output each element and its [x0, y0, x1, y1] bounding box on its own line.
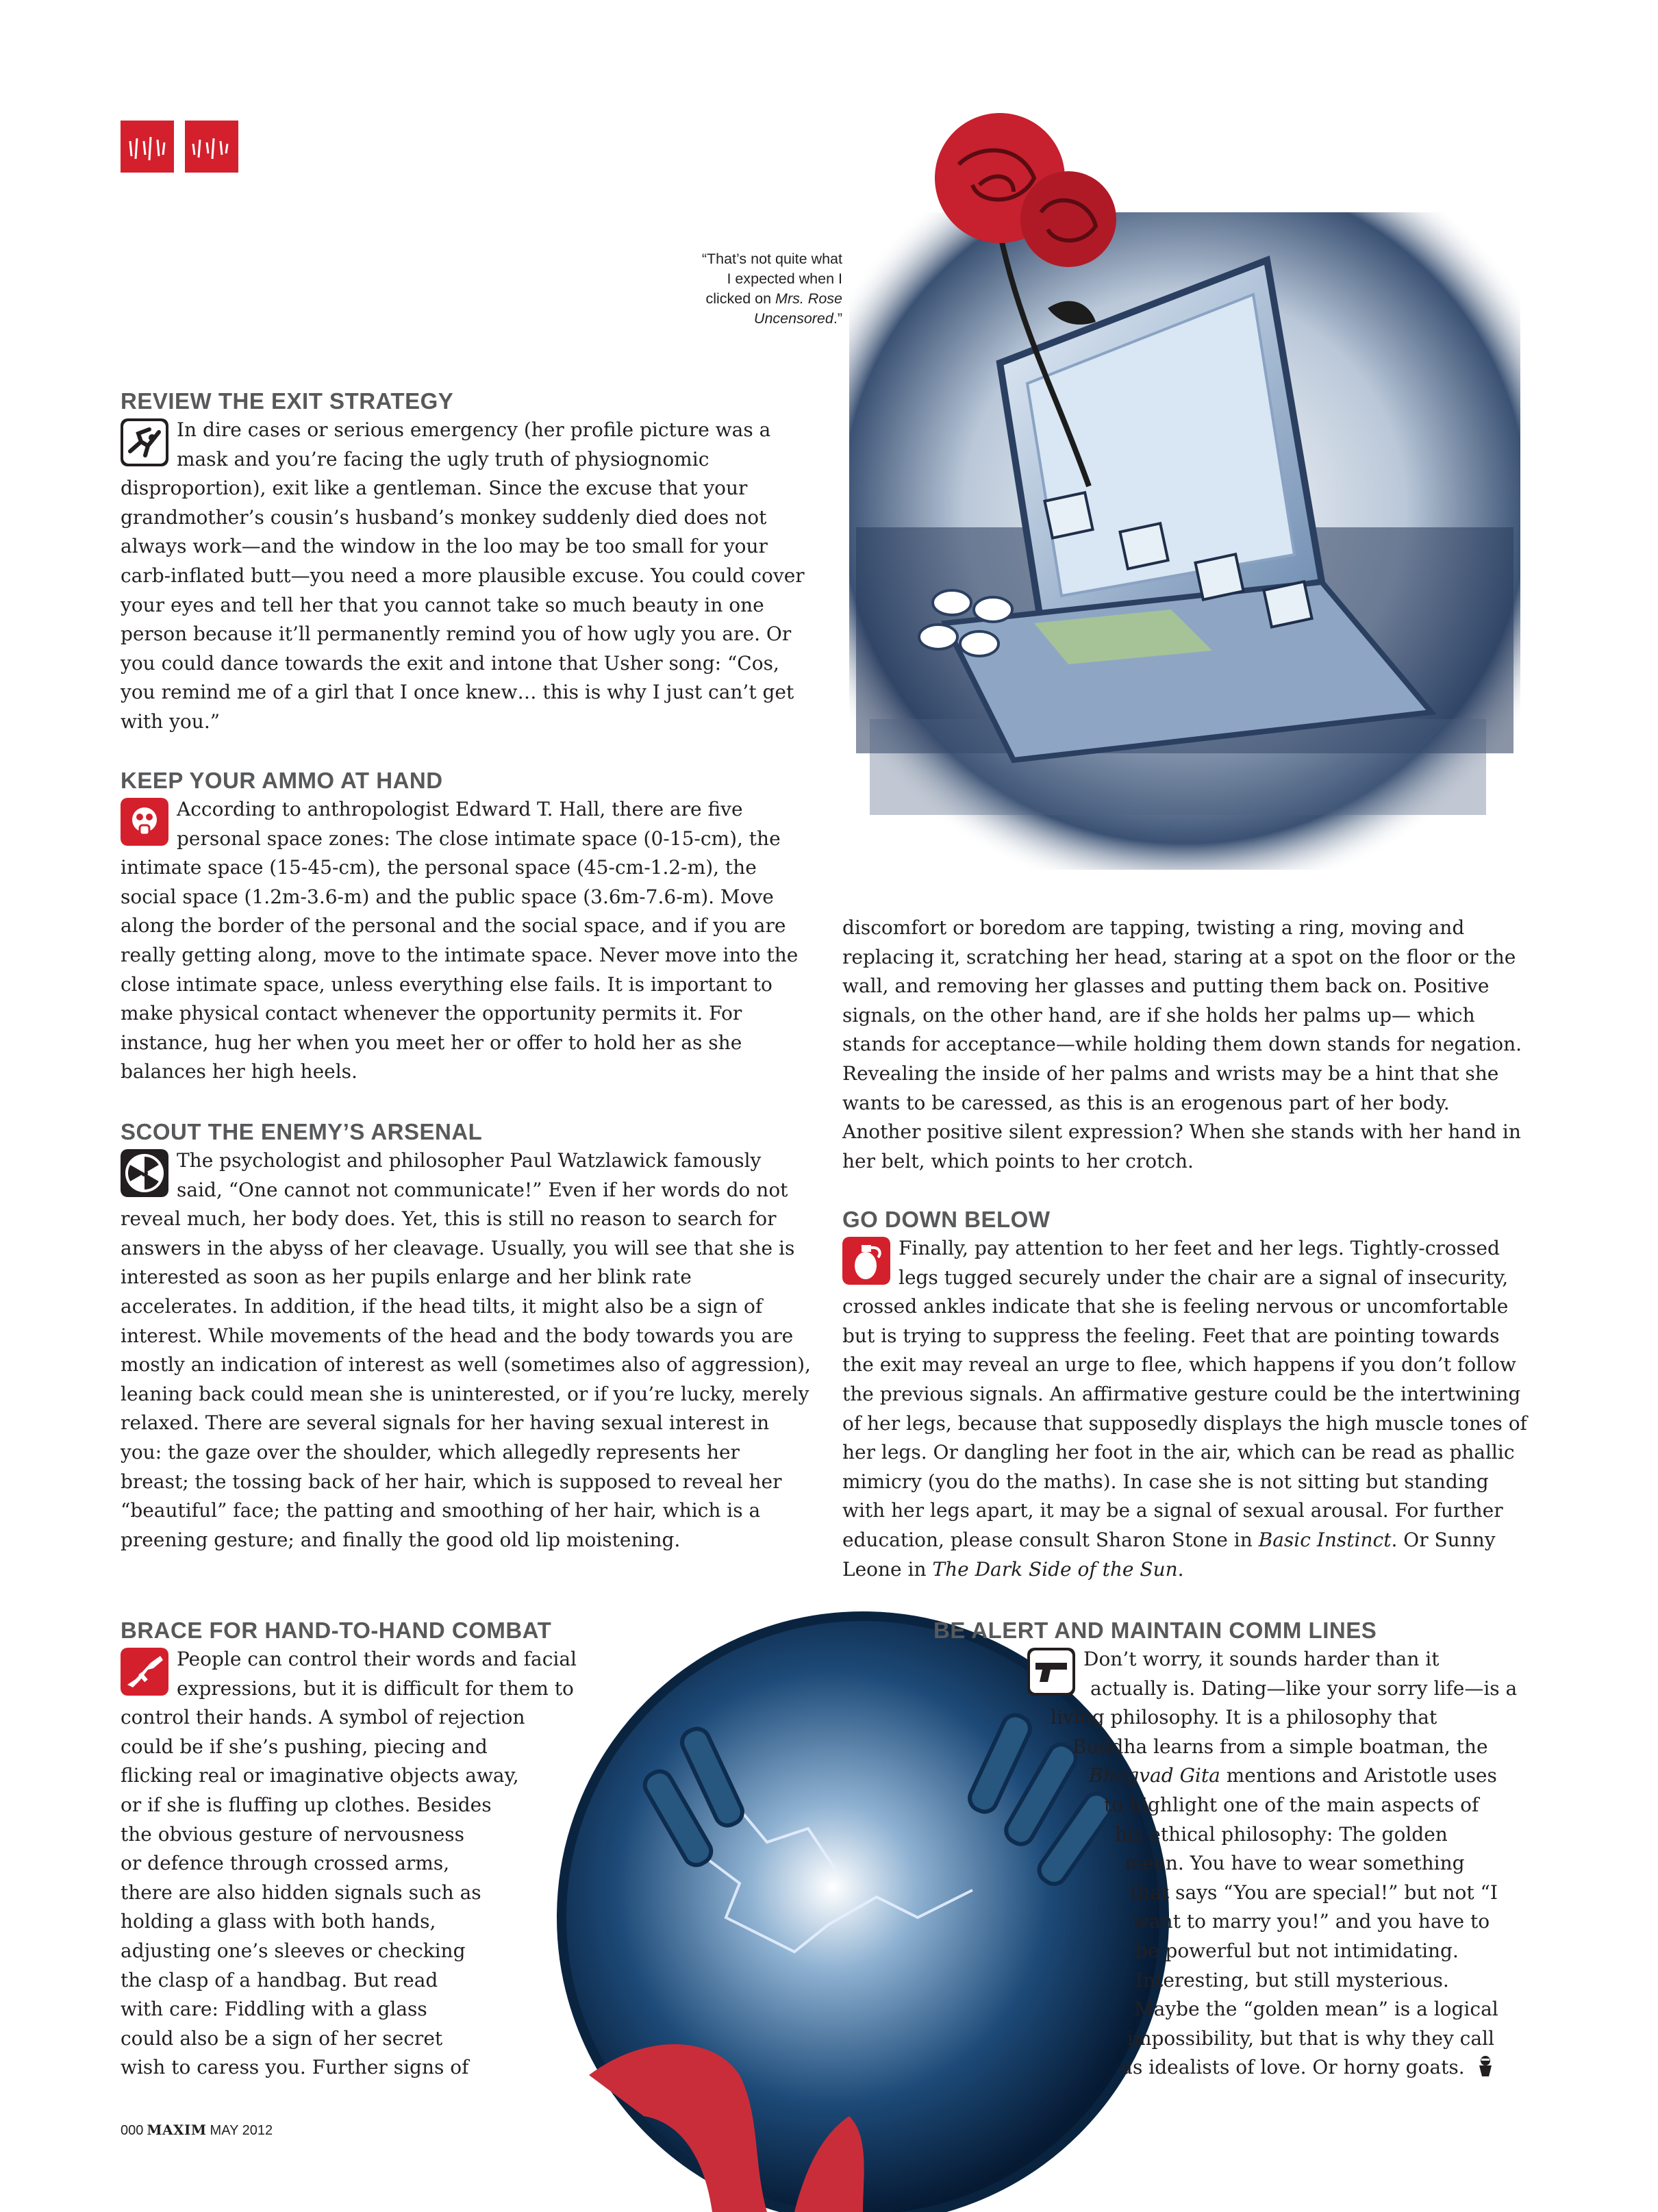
text-line: be powerful but not intimidating.	[1135, 1939, 1459, 1962]
section-tab-icon-2	[185, 121, 238, 173]
parachute-jumper-icon	[121, 418, 168, 466]
text-line: Maybe the “golden mean” is a logical	[1134, 1998, 1498, 2021]
section-body-exit	[121, 416, 812, 737]
text-line: holding a glass with both hands,	[121, 1910, 436, 1933]
text-line: wish to caress you. Further signs of	[121, 2056, 469, 2079]
caption-title: Uncensored	[753, 310, 833, 327]
text-line: the obvious gesture of nervousness	[121, 1822, 465, 1846]
text-line: adjusting one’s sleeves or checking	[121, 1939, 466, 1962]
section-tab-icon	[121, 121, 174, 173]
image-caption	[657, 249, 842, 329]
text-line: control their hands. A symbol of rejection	[121, 1706, 525, 1729]
caption-text: .”	[833, 310, 842, 327]
film-title: The Dark Side of the Sun	[932, 1557, 1178, 1581]
text-line-content: mentions and Aristotle uses	[1220, 1764, 1497, 1787]
text-line: with care: Fiddling with a glass	[121, 1998, 427, 2021]
text-line: or if she is fluffing up clothes. Besides	[121, 1793, 492, 1816]
section-text: The psychologist and philosopher Paul Watzlawick famously said, “One cannot not communicate!” Even if her words do not reveal much, her body does. Yet, this is still no reason to search for answers in the abyss of her cleavage. Usually, you will see that she is interested as soon as her pupils enlarge and her blink rate accelerates. In addition, if the head tilts, it might also be a sign of interest. While movements of the head and the body towards you are mostly an indication of interest as well (sometimes also of aggression), leaning back could mean she is uninterested, or if you’re lucky, merely relaxed. There are several signals for her having sexual interest in you: the gaze over the shoulder, which allegedly represents her breast; the tossing back of her hair, which is supposed to reveal her “beautiful” face; the patting and smoothing of her hair, which is a preening gesture; and finally the good old lip moistening.	[121, 1149, 811, 1551]
caption-line	[657, 289, 842, 309]
laptop-rose-illustration	[842, 103, 1527, 877]
pistol-icon	[1027, 1648, 1075, 1696]
caption-title: Mrs. Rose	[775, 290, 842, 307]
text-line: impossibility, but that is why they call	[1127, 2026, 1494, 2050]
text-line: could also be a sign of her secret	[121, 2026, 443, 2050]
radiation-icon	[121, 1149, 168, 1197]
text-line-content: Don’t worry, it sounds harder than it	[1083, 1648, 1440, 1670]
text-line: flicking real or imaginative objects away,	[121, 1764, 519, 1787]
text-line: Interesting, but still mysterious.	[1135, 1968, 1449, 1991]
section-body-below	[842, 1234, 1527, 1584]
text-line: that says “You are special!” but not “I	[1130, 1881, 1498, 1904]
section-text: .	[1177, 1557, 1184, 1581]
text-line	[1089, 1761, 1497, 1791]
text-line: expressions, but it is difficult for them to	[177, 1676, 574, 1700]
magazine-brand: MAXIM	[147, 2122, 207, 2138]
section-text: According to anthropologist Edward T. Hall, there are five personal space zones: The close intimate space (0-15-cm), the intimate space (15-45-cm), the personal space (45-cm-1.2-m), the social space (1.2m-3.6-m) and the public space (3.6m-7.6-m). Move along the border of the personal and the social space, and if you are really getting along, move to the intimate space. Never move into the close intimate space, unless everything else fails. It is important to make physical contact whenever the opportunity permits it. For instance, hug her when you meet her or offer to hold her as she balances her high heels.	[121, 798, 799, 1083]
text-line: his ethical philosophy: The golden	[1115, 1822, 1448, 1846]
section-text: In dire cases or serious emergency (her profile picture was a mask and you’re facing the ugly truth of physiognomic disproportion), exit like a gentleman. Since the excuse that your grandmother’s cousin’s husband’s monkey suddenly died does not always work—and the window in the loo may be too small for your carb-inflated butt—you need a more plausible excuse. You could cover your eyes and tell her that you cannot take so much beauty in one person because it’ll permanently remind you of how ugly you are. Or you could dance towards the exit and intone that Usher song: “Cos, you remind me of a girl that I once knew… this is why I just can’t get with you.”	[121, 418, 805, 733]
section-heading-combat: BRACE FOR HAND-TO-HAND COMBAT	[121, 1618, 552, 1643]
caption-line: I expected when I	[727, 271, 842, 287]
section-heading-arsenal: SCOUT THE ENEMY’S ARSENAL	[121, 1119, 483, 1144]
text-line: living philosophy. It is a philosophy that	[1051, 1706, 1437, 1729]
section-body-arsenal-continued: discomfort or boredom are tapping, twisting a ring, moving and replacing it, scratching her head, staring at a spot on the floor or the wall, and removing her glasses and putting them back on. Positive signals, on the other hand, are if she holds her palms up— which stands for acceptance—while holding them down stands for negation. Revealing the inside of her palms and wrists may be a hint that she wants to be caressed, as this is an erogenous part of her body. Another positive silent expression? When she stands with her hand in her belt, which points to her crotch.	[842, 916, 1522, 1172]
text-line: Buddha learns from a simple boatman, the	[1072, 1735, 1488, 1758]
book-title: Bhagvad Gita	[1089, 1764, 1220, 1787]
text-line: the clasp of a handbag. But read	[121, 1968, 438, 1991]
text-line: mean. You have to wear something	[1125, 1852, 1465, 1875]
maxim-end-mark-icon	[1475, 2054, 1496, 2078]
grenade-icon	[842, 1237, 890, 1285]
section-heading-ammo: KEEP YOUR AMMO AT HAND	[121, 768, 443, 793]
text-line: actually is. Dating—like your sorry life—is a	[1090, 1676, 1518, 1700]
page-number: 000	[121, 2123, 144, 2138]
film-title: Basic Instinct	[1258, 1528, 1392, 1551]
section-body-combat	[121, 1645, 641, 2083]
caption-text: clicked on	[705, 290, 776, 307]
text-line: there are also hidden signals such as	[121, 1881, 481, 1904]
text-line	[1120, 2053, 1496, 2083]
text-line: People can control their words and facial	[177, 1648, 577, 1670]
section-body-arsenal	[121, 1146, 812, 1555]
section-text: . Or Sunny Leone in	[842, 1528, 1496, 1581]
text-line: to highlight one of the main aspects of	[1104, 1794, 1479, 1816]
caption-line: “That’s not quite what	[701, 251, 842, 267]
section-heading-alert: BE ALERT AND MAINTAIN COMM LINES	[933, 1618, 1377, 1643]
text-line-content: us idealists of love. Or horny goats.	[1120, 2056, 1465, 2079]
section-text: Finally, pay attention to her feet and her legs. Tightly-crossed legs tugged securely under the chair are a signal of insecurity, crossed ankles indicate that she is feeling nervous or uncomfortable but is trying to suppress the feeling. Feet that are pointing towards the exit may reveal an urge to flee, which happens if you don’t follow the previous signals. An affirmative gesture could be the intertwining of her legs, because that supposedly displays the high muscle tones of her legs. Or dangling her foot in the air, which can be read as phallic mimicry (you do the maths). In case she is not sitting but standing with her legs apart, it may be a signal of sexual arousal. For further education, please consult Sharon Stone in	[842, 1237, 1527, 1551]
text-line: could be if she’s pushing, piecing and	[121, 1735, 488, 1758]
text-line: want to marry you!” and you have to	[1133, 1910, 1490, 1933]
caption-line	[657, 309, 842, 329]
issue-date: MAY 2012	[210, 2123, 273, 2138]
section-body-ammo	[121, 795, 812, 1087]
page-footer	[121, 2122, 273, 2139]
section-heading-exit: REVIEW THE EXIT STRATEGY	[121, 388, 454, 414]
text-line: or defence through crossed arms,	[121, 1852, 450, 1875]
gas-mask-icon	[121, 798, 168, 846]
section-heading-below: GO DOWN BELOW	[842, 1207, 1051, 1232]
rifle-icon	[121, 1648, 168, 1696]
